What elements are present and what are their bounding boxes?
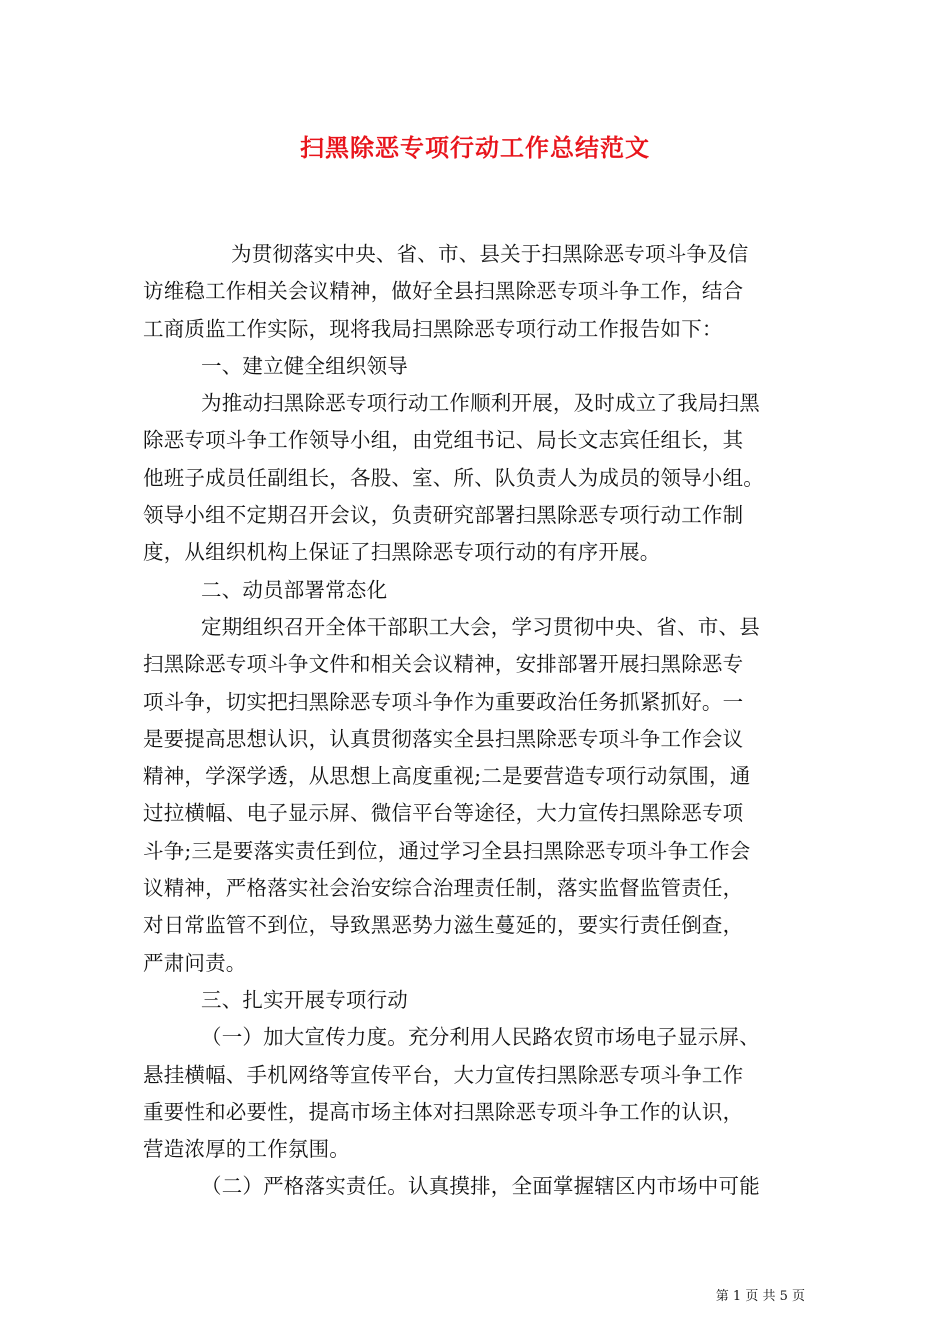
page-number-footer: 第 1 页 共 5 页 [715, 1289, 805, 1304]
document-body [143, 236, 811, 1206]
text-line: 营造浓厚的工作氛围。 [143, 1137, 350, 1162]
text-line: 为推动扫黑除恶专项行动工作顺利开展，及时成立了我局扫黑 [201, 391, 760, 416]
text-line: 是要提高思想认识，认真贯彻落实全县扫黑除恶专项斗争工作会议 [143, 726, 744, 751]
text-line: 访维稳工作相关会议精神，做好全县扫黑除恶专项斗争工作，结合 [143, 279, 744, 304]
text-line: 重要性和必要性，提高市场主体对扫黑除恶专项斗争工作的认识， [143, 1099, 744, 1124]
text-line: 为贯彻落实中央、省、市、县关于扫黑除恶专项斗争及信 [231, 242, 749, 266]
text-line: 一、建立健全组织领导 [201, 353, 408, 378]
text-line: 扫黑除恶专项斗争文件和相关会议精神，安排部署开展扫黑除恶专 [143, 652, 744, 677]
text-line: 除恶专项斗争工作领导小组，由党组书记、局长文志宾任组长，其 [143, 428, 744, 453]
text-line: 度，从组织机构上保证了扫黑除恶专项行动的有序开展。 [143, 540, 661, 565]
text-line: 项斗争，切实把扫黑除恶专项斗争作为重要政治任务抓紧抓好。一 [143, 689, 744, 714]
text-line: 定期组织召开全体干部职工大会，学习贯彻中央、省、市、县 [201, 614, 760, 639]
text-line: 对日常监管不到位，导致黑恶势力滋生蔓延的，要实行责任倒查， [143, 913, 744, 938]
document-title: 扫黑除恶专项行动工作总结范文 [300, 133, 650, 162]
text-line: 悬挂横幅、手机网络等宣传平台，大力宣传扫黑除恶专项斗争工作 [143, 1062, 744, 1087]
text-line: 严肃问责。 [143, 950, 247, 975]
text-line: 他班子成员任副组长，各股、室、所、队负责人为成员的领导小组。 [143, 465, 764, 490]
text-line: （二）严格落实责任。认真摸排，全面掌握辖区内市场中可能 [201, 1174, 760, 1199]
text-line: 领导小组不定期召开会议，负责研究部署扫黑除恶专项行动工作制 [143, 503, 744, 528]
text-line: 议精神，严格落实社会治安综合治理责任制，落实监督监管责任， [143, 876, 744, 901]
text-line: 精神，学深学透，从思想上高度重视;二是要营造专项行动氛围，通 [143, 764, 751, 789]
text-line: 工商质监工作实际，现将我局扫黑除恶专项行动工作报告如下： [143, 316, 723, 341]
text-line: （一）加大宣传力度。充分利用人民路农贸市场电子显示屏、 [201, 1025, 760, 1050]
text-line: 过拉横幅、电子显示屏、微信平台等途径，大力宣传扫黑除恶专项 [143, 801, 744, 826]
text-line: 二、动员部署常态化 [201, 577, 388, 602]
text-line: 三、扎实开展专项行动 [201, 987, 408, 1012]
text-line: 斗争;三是要落实责任到位，通过学习全县扫黑除恶专项斗争工作会 [143, 838, 751, 863]
